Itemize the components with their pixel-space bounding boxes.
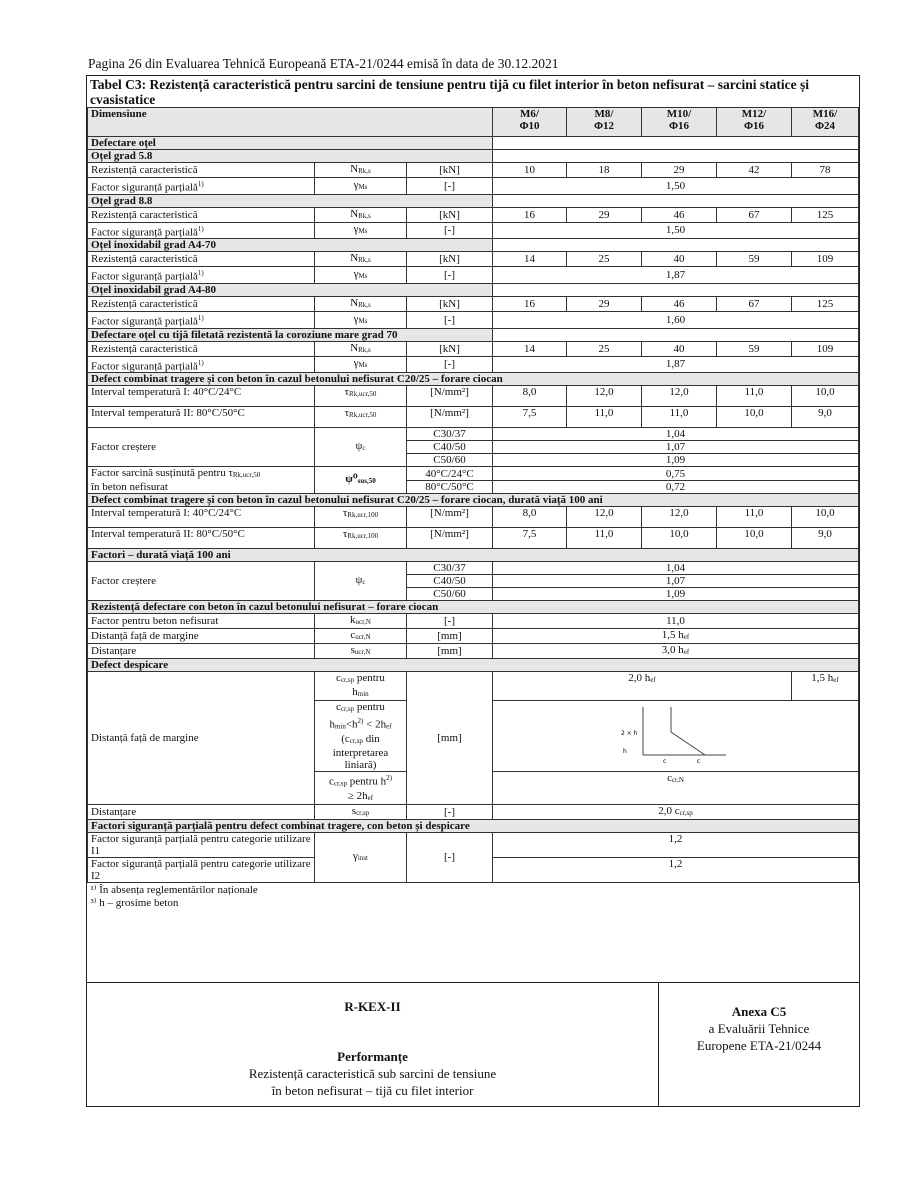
table-cell: 0,72 xyxy=(493,480,859,494)
table-cell: 1,2 xyxy=(493,832,859,857)
table-cell: Rezistență caracteristică xyxy=(88,163,315,178)
table-cell: [mm] xyxy=(407,629,493,644)
table-row xyxy=(88,386,859,407)
table-row xyxy=(88,562,859,575)
table-cell: 1,04 xyxy=(493,562,859,575)
table-cell: 109 xyxy=(792,341,859,356)
table-cell: 8,0 xyxy=(493,386,567,407)
product-name: R-KEX-II xyxy=(344,999,401,1014)
table-cell: $s_{ucr,N}$ xyxy=(315,644,407,659)
table-cell: $\gamma_{inst}$ xyxy=(315,832,407,882)
table-cell: Factor siguranță parțială$^{1)}$ xyxy=(88,311,315,328)
section-row: Rezistență defectare con beton în cazul betonului nefisurat – forare ciocan xyxy=(88,601,859,614)
table-cell: C50/60 xyxy=(407,454,493,467)
table-row xyxy=(88,356,859,373)
table-cell: [-] xyxy=(407,311,493,328)
table-cell: C50/60 xyxy=(407,588,493,601)
table-cell: Interval temperatură I: 40°C/24°C xyxy=(88,507,315,528)
table-row xyxy=(88,467,859,481)
table-cell: 29 xyxy=(567,296,642,311)
table-cell: 10,0 xyxy=(642,528,717,549)
table-cell: 10 xyxy=(493,163,567,178)
table-cell: 25 xyxy=(567,252,642,267)
section-row: Defect combinat tragere și con beton în cazul betonului nefisurat C20/25 – forare ciocan xyxy=(88,373,859,386)
table-row xyxy=(88,407,859,428)
table-cell: Rezistență caracteristică xyxy=(88,341,315,356)
table-cell: 46 xyxy=(642,296,717,311)
table-cell: $\tau_{Rk,ucr,100}$ xyxy=(315,528,407,549)
table-cell: [N/mm²] xyxy=(407,386,493,407)
table-cell: $c_{cr,sp}$ pentru $h^{2)}$ ≥ $2h_{ef}$ xyxy=(315,771,407,804)
table-cell: [kN] xyxy=(407,252,493,267)
header-col: M16/ Φ24 xyxy=(792,108,859,137)
table-cell: $c_{ucr,N}$ xyxy=(315,629,407,644)
table-row xyxy=(88,222,859,239)
section-row: Factori – durată viață 100 ani xyxy=(88,549,859,562)
table-cell: 10,0 xyxy=(717,407,792,428)
table-cell: 11,0 xyxy=(642,407,717,428)
table-cell: 40 xyxy=(642,341,717,356)
table-cell: Distanțare xyxy=(88,644,315,659)
table-cell: C40/50 xyxy=(407,575,493,588)
table-cell: 8,0 xyxy=(493,507,567,528)
section-row: Defect despicare xyxy=(88,659,859,672)
diagram-label: c xyxy=(662,758,666,766)
table-row xyxy=(88,672,859,701)
diagram-label: c xyxy=(696,758,700,766)
table-cell: Rezistență caracteristică xyxy=(88,296,315,311)
table-cell: 46 xyxy=(642,207,717,222)
table-cell: 9,0 xyxy=(792,407,859,428)
table-cell xyxy=(493,701,859,772)
table-row xyxy=(88,614,859,629)
table-cell: $\gamma_{Ms}$ xyxy=(315,222,407,239)
table-cell: 14 xyxy=(493,252,567,267)
table-cell: $N_{Rk,s}$ xyxy=(315,207,407,222)
table-cell: Distanță față de margine xyxy=(88,629,315,644)
annex-line-2: a Evaluării Tehnice xyxy=(708,1021,810,1036)
table-cell: $\psi^0_{sus,50}$ xyxy=(315,467,407,494)
table-cell: Factor siguranță parțială$^{1)}$ xyxy=(88,222,315,239)
table-cell: 78 xyxy=(792,163,859,178)
table-cell: C40/50 xyxy=(407,441,493,454)
table-row xyxy=(88,507,859,528)
table-row xyxy=(88,528,859,549)
table-cell: Distanțare xyxy=(88,804,315,819)
annex-label: Anexa C5 xyxy=(731,1004,787,1019)
table-cell: 125 xyxy=(792,296,859,311)
table-cell: 1,5 $h_{ef}$ xyxy=(493,629,859,644)
table-cell: $N_{Rk,s}$ xyxy=(315,163,407,178)
section-row: Oțel grad 5.8 xyxy=(88,150,859,163)
table-cell: $\tau_{Rk,ucr,50}$ xyxy=(315,407,407,428)
table-cell: $\psi_c$ xyxy=(315,428,407,467)
section-name: Performanțe xyxy=(337,1049,408,1064)
footnote: ¹⁾ În absența reglementărilor naționale xyxy=(90,883,258,896)
table-cell: 16 xyxy=(493,296,567,311)
table-cell: 10,0 xyxy=(717,528,792,549)
table-cell: $\gamma_{Ms}$ xyxy=(315,178,407,195)
table-cell: [-] xyxy=(407,356,493,373)
section-row: Defectare oțel xyxy=(88,137,859,150)
footer-right xyxy=(659,983,859,1107)
table-cell: $\gamma_{Ms}$ xyxy=(315,311,407,328)
table-cell: 3,0 $h_{ef}$ xyxy=(493,644,859,659)
table-cell: $c_{cr,N}$ xyxy=(493,771,859,804)
table-cell: 1,2 xyxy=(493,857,859,882)
annex-line-3: Europene ETA-21/0244 xyxy=(696,1038,822,1053)
table-row xyxy=(88,178,859,195)
table-cell: Factor siguranță parțială pentru categorie utilizare I1 xyxy=(88,832,315,857)
table-cell: C30/37 xyxy=(407,428,493,441)
table-cell: [mm] xyxy=(407,644,493,659)
table-cell: $\gamma_{Ms}$ xyxy=(315,267,407,284)
document-frame xyxy=(86,75,860,1107)
header-col: M12/ Φ16 xyxy=(717,108,792,137)
table-cell: 59 xyxy=(717,252,792,267)
table-row xyxy=(88,341,859,356)
table-cell: 11,0 xyxy=(493,614,859,629)
section-row: Oțel inoxidabil grad A4-70 xyxy=(88,239,859,252)
table-cell: 80°C/50°C xyxy=(407,480,493,494)
table-cell: 18 xyxy=(567,163,642,178)
section-row: Defectare oțel cu tijă filetată rezistentă la coroziune mare grad 70 xyxy=(88,328,859,341)
footer-left xyxy=(87,983,659,1107)
table-cell: Distanță față de margine xyxy=(88,672,315,804)
section-row: Defect combinat tragere și con beton în cazul betonului nefisurat C20/25 – forare ciocan, durată viață 100 ani xyxy=(88,494,859,507)
characteristic-resistance-table xyxy=(87,107,859,910)
table-cell: [mm] xyxy=(407,672,493,804)
table-cell: $\tau_{Rk,ucr,50}$ xyxy=(315,386,407,407)
table-cell: 1,50 xyxy=(493,222,859,239)
table-cell: $s_{cr,sp}$ xyxy=(315,804,407,819)
table-cell: 40°C/24°C xyxy=(407,467,493,481)
section-row: Oțel grad 8.8 xyxy=(88,194,859,207)
table-cell: [-] xyxy=(407,614,493,629)
table-cell: 11,0 xyxy=(717,386,792,407)
table-row xyxy=(88,207,859,222)
table-cell: [kN] xyxy=(407,163,493,178)
table-cell: Factor siguranță parțială$^{1)}$ xyxy=(88,356,315,373)
table-cell: 7,5 xyxy=(493,407,567,428)
edge-distance-diagram xyxy=(621,705,731,767)
table-row xyxy=(88,804,859,819)
table-cell: $\gamma_{Ms}$ xyxy=(315,356,407,373)
table-cell: Factor creștere xyxy=(88,428,315,467)
table-cell: 2,0 $c_{cr,sp}$ xyxy=(493,804,859,819)
table-cell: 2,0 $h_{ef}$ xyxy=(493,672,792,701)
table-cell: 59 xyxy=(717,341,792,356)
table-cell: 42 xyxy=(717,163,792,178)
table-cell: Factor pentru beton nefisurat xyxy=(88,614,315,629)
table-cell: 12,0 xyxy=(567,507,642,528)
table-cell: [kN] xyxy=(407,296,493,311)
table-cell: [-] xyxy=(407,267,493,284)
table-cell: Factor creștere xyxy=(88,562,315,601)
table-cell: 1,5 $h_{ef}$ xyxy=(792,672,859,701)
table-cell: [kN] xyxy=(407,341,493,356)
table-cell: $\psi_c$ xyxy=(315,562,407,601)
table-cell: 29 xyxy=(642,163,717,178)
table-cell: 1,60 xyxy=(493,311,859,328)
diagram-label: 2 × h xyxy=(620,730,637,738)
section-row: Factori siguranță parțială pentru defect combinat tragere, con beton și despicare xyxy=(88,819,859,832)
table-cell: Factor siguranță parțială$^{1)}$ xyxy=(88,178,315,195)
table-title: Tabel C3: Rezistență caracteristică pentru sarcini de tensiune pentru tijă cu filet interior în beton nefisurat – sarcini statice și cvasistatice xyxy=(90,77,810,107)
table-cell: 1,09 xyxy=(493,454,859,467)
header-col: M8/ Φ12 xyxy=(567,108,642,137)
header-col: M6/ Φ10 xyxy=(493,108,567,137)
table-cell: 1,87 xyxy=(493,267,859,284)
table-cell: [-] xyxy=(407,178,493,195)
table-cell: 7,5 xyxy=(493,528,567,549)
table-cell: $k_{ucr,N}$ xyxy=(315,614,407,629)
header-dimension: Dimensiune xyxy=(88,108,493,137)
table-cell: $c_{cr,sp}$ pentru $h_{min}$ xyxy=(315,672,407,701)
table-cell: [N/mm²] xyxy=(407,507,493,528)
table-cell: Interval temperatură II: 80°C/50°C xyxy=(88,528,315,549)
table-cell: $\tau_{Rk,ucr,100}$ xyxy=(315,507,407,528)
table-row xyxy=(88,267,859,284)
table-cell: Rezistență caracteristică xyxy=(88,207,315,222)
document-footer xyxy=(87,982,859,1107)
table-cell: 0,75 xyxy=(493,467,859,481)
table-cell: 67 xyxy=(717,296,792,311)
table-cell: [kN] xyxy=(407,207,493,222)
table-row xyxy=(88,629,859,644)
footnotes-row xyxy=(88,882,859,910)
footnote: ³⁾ h – grosime beton xyxy=(90,896,179,909)
table-cell: [N/mm²] xyxy=(407,407,493,428)
table-cell: [-] xyxy=(407,222,493,239)
table-row xyxy=(88,311,859,328)
table-cell: $N_{Rk,s}$ xyxy=(315,296,407,311)
table-cell: Rezistență caracteristică xyxy=(88,252,315,267)
table-cell: 1,09 xyxy=(493,588,859,601)
table-cell: 10,0 xyxy=(792,386,859,407)
table-cell: 11,0 xyxy=(717,507,792,528)
table-row xyxy=(88,832,859,857)
table-cell: [-] xyxy=(407,804,493,819)
table-cell: $N_{Rk,s}$ xyxy=(315,252,407,267)
table-cell: 11,0 xyxy=(567,407,642,428)
table-cell: [N/mm²] xyxy=(407,528,493,549)
table-cell: 12,0 xyxy=(642,507,717,528)
header-col: M10/ Φ16 xyxy=(642,108,717,137)
table-cell: $c_{cr,sp}$ pentru $h_{min}<h^{2)} < 2h_{ef}$ ($c_{cr,sp}$ din interpretarea liniară) xyxy=(315,701,407,772)
table-cell: 1,04 xyxy=(493,428,859,441)
table-cell: Factor sarcină susținută pentru $\tau_{Rk,ucr,50}$ în beton nefisurat xyxy=(88,467,315,494)
table-cell: 67 xyxy=(717,207,792,222)
page-header: Pagina 26 din Evaluarea Tehnică Europeană ETA-21/0244 emisă în data de 30.12.2021 xyxy=(88,56,559,71)
table-cell: 25 xyxy=(567,341,642,356)
table-cell: 11,0 xyxy=(567,528,642,549)
diagram-label: h xyxy=(622,748,627,756)
table-cell: $N_{Rk,s}$ xyxy=(315,341,407,356)
table-cell: 12,0 xyxy=(567,386,642,407)
table-cell: 109 xyxy=(792,252,859,267)
section-row: Oțel inoxidabil grad A4-80 xyxy=(88,283,859,296)
table-cell: Interval temperatură I: 40°C/24°C xyxy=(88,386,315,407)
table-cell: 1,50 xyxy=(493,178,859,195)
table-cell: 9,0 xyxy=(792,528,859,549)
table-cell: Factor siguranță parțială$^{1)}$ xyxy=(88,267,315,284)
table-row xyxy=(88,163,859,178)
footer-description-2: în beton nefisurat – tijă cu filet interior xyxy=(271,1083,474,1098)
table-cell: 29 xyxy=(567,207,642,222)
table-cell: 1,07 xyxy=(493,441,859,454)
table-row xyxy=(88,296,859,311)
table-header-row xyxy=(88,108,859,137)
table-cell: 1,07 xyxy=(493,575,859,588)
table-cell: 40 xyxy=(642,252,717,267)
table-cell: 16 xyxy=(493,207,567,222)
table-cell: 10,0 xyxy=(792,507,859,528)
table-cell: Factor siguranță parțială pentru categorie utilizare I2 xyxy=(88,857,315,882)
table-row xyxy=(88,644,859,659)
table-cell: 14 xyxy=(493,341,567,356)
table-cell: 12,0 xyxy=(642,386,717,407)
table-row xyxy=(88,428,859,441)
table-row xyxy=(88,252,859,267)
table-cell: 125 xyxy=(792,207,859,222)
table-cell: C30/37 xyxy=(407,562,493,575)
table-cell: [-] xyxy=(407,832,493,882)
footer-description-1: Rezistență caracteristică sub sarcini de tensiune xyxy=(248,1066,497,1081)
table-cell: Interval temperatură II: 80°C/50°C xyxy=(88,407,315,428)
table-cell: 1,87 xyxy=(493,356,859,373)
